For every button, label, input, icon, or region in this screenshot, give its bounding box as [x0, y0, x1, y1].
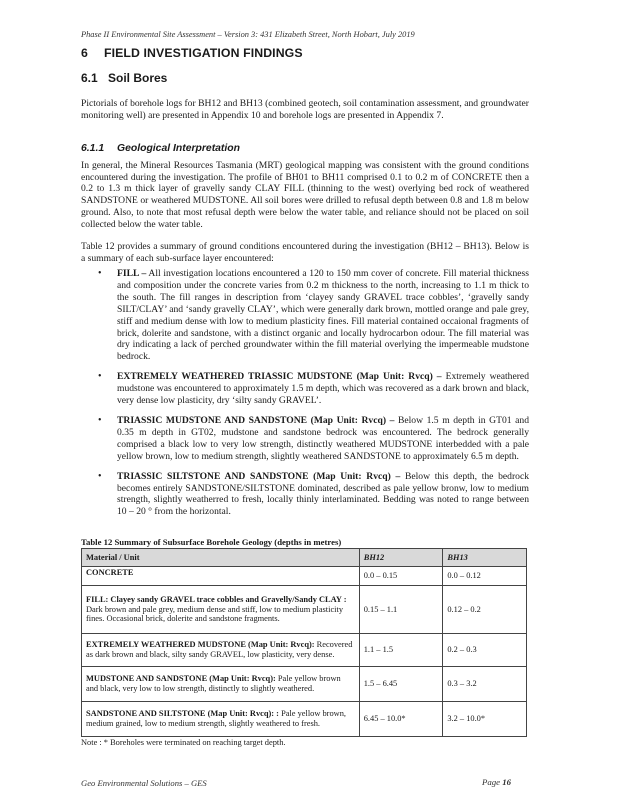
subsection-title: Soil Bores	[108, 71, 168, 85]
borehole-geology-table	[81, 548, 527, 737]
bh12-cell: 6.45 – 10.0*	[359, 702, 443, 737]
material-term: EXTREMELY WEATHERED MUDSTONE (Map Unit: Rvcq):	[86, 640, 315, 650]
table-note: Note : * Boreholes were terminated on reaching target depth.	[81, 738, 286, 747]
bh12-cell: 0.15 – 1.1	[359, 586, 443, 634]
material-cell	[82, 567, 360, 586]
subsubsection-title: Geological Interpretation	[117, 143, 240, 154]
subsubsection-number: 6.1.1	[81, 143, 105, 154]
bh12-cell: 0.0 – 0.15	[359, 567, 443, 586]
material-desc: Pale yellow brown and black, very low to low strength, distinctly to slightly weathered.	[86, 674, 341, 693]
material-cell	[82, 702, 360, 737]
table-row	[82, 586, 527, 634]
bullet-text: Below this depth, the bedrock becomes entirely SANDSTONE/SILTSTONE dominated, described as pale yellow bronw, low to medium strength, slightly weatherred to fresh, locally thinly interlaminated. Bedding was noted to range between 10 – 20 ° from the horizontal.	[117, 470, 530, 518]
table-row	[82, 667, 527, 702]
bh12-cell: 1.1 – 1.5	[359, 634, 443, 667]
material-term: FILL: Clayey sandy GRAVEL trace cobbles and Gravelly/Sandy CLAY :	[86, 594, 347, 604]
bullet-icon: •	[98, 268, 102, 279]
header-bh12: BH12	[359, 549, 443, 567]
list-item	[98, 415, 529, 463]
material-desc: Pale yellow brown, medium grained, low to medium strength, slightly weathered to fresh.	[86, 709, 346, 728]
layer-bullet-list	[98, 268, 529, 518]
paragraph-appendix: Pictorials of borehole logs for BH12 and BH13 (combined geotech, soil contamination assessment, and groundwater monitoring well) are presented in Appendix 10 and borehole logs are presented in Appendix 7.	[81, 98, 529, 121]
list-item	[98, 471, 529, 519]
section-title: FIELD INVESTIGATION FINDINGS	[104, 46, 303, 60]
page-number	[482, 777, 511, 787]
bullet-text: Extremely weathered mudstone was encountered to approximately 1.5 m depth, which was recovered as a dark brown and black, very dense low plasticity, dry ‘silty sandy GRAVEL’.	[117, 371, 529, 407]
list-item	[98, 371, 529, 407]
subsection-heading	[81, 71, 167, 85]
page-number-value: 16	[502, 777, 512, 787]
material-cell	[82, 586, 360, 634]
list-item	[98, 268, 529, 363]
table-caption: Table 12 Summary of Subsurface Borehole Geology (depths in metres)	[81, 537, 342, 547]
material-term: MUDSTONE AND SANDSTONE (Map Unit: Rvcq):	[86, 674, 276, 684]
bh13-cell: 0.0 – 0.12	[443, 567, 527, 586]
bh13-cell: 0.2 – 0.3	[443, 634, 527, 667]
bullet-icon: •	[98, 371, 102, 383]
section-heading	[81, 46, 303, 60]
bullet-text: Below 1.5 m depth in GT01 and 0.35 m depth in GT02, mudstone and sandstone bedrock was encountered. The bedrock generally comprised a black low to very low strength, distinctly weathered MUDSTONE interbedded with a pale yellow brown, low to medium strength, slightly weathered SANDSTONE to approximately 6.5 m depth.	[117, 414, 529, 462]
bh13-cell: 3.2 – 10.0*	[443, 702, 527, 737]
subsubsection-heading	[81, 143, 240, 154]
bullet-term: TRIASSIC MUDSTONE AND SANDSTONE (Map Unit: Rvcq) –	[117, 414, 395, 426]
bullet-term: TRIASSIC SILTSTONE AND SANDSTONE (Map Unit: Rvcq) –	[117, 470, 401, 482]
subsection-number: 6.1	[81, 71, 98, 85]
table-row	[82, 634, 527, 667]
bullet-term: EXTREMELY WEATHERED TRIASSIC MUDSTONE (Map Unit: Rvcq) –	[117, 371, 442, 383]
footer-company: Geo Environmental Solutions – GES	[81, 778, 207, 788]
material-desc: Dark brown and pale grey, medium dense and stiff, low to medium plasticity fines. Occasional brick, dolerite and sandstone fragments.	[86, 604, 344, 624]
header-material: Material / Unit	[82, 549, 360, 567]
bh13-cell: 0.3 – 3.2	[443, 667, 527, 702]
material-cell	[82, 634, 360, 667]
page-label: Page	[482, 777, 501, 787]
paragraph-geology: In general, the Mineral Resources Tasmania (MRT) geological mapping was consistent with the ground conditions encountered during the investigation. The profile of BH01 to BH11 comprised 0.1 to 0.2 m of CONCRETE then a 0.2 to 1.3 m thick layer of gravelly sandy CLAY FILL (thinning to the west) overlying bed rock of weathered SANDSTONE or weathered MUDSTONE. All soil bores were drilled to refusal depth between 0.8 and 1.8 m below ground. Also, to note that most refusal depth were below the water table, and reliance should not be placed on soil collected below the water table.	[81, 160, 529, 230]
bullet-term: FILL –	[117, 268, 147, 279]
bullet-text: All investigation locations encountered a 120 to 150 mm cover of concrete. Fill material thickness and composition under the concrete varies from 0.2 m thickness to the north, increasing to 1.1 m thick to the south. The fill ranges in description from ‘clayey sandy GRAVEL trace cobbles’, ‘gravelly sandy SILT/CLAY’ and ‘sandy gravelly CLAY’, which were generally dark brown, mottled orange and pale grey, stiff and medium dense with low to medium plasticity fines. Fill material contained occaional fragments of brick, dolerite and sandstone, with a distinct organic and locally hydrocarbon odour. The fill material was dry indicating a lack of perched groundwater within the fill material overlying the impermeable mudstone bedrock.	[117, 268, 529, 363]
table-row	[82, 567, 527, 586]
table-row	[82, 702, 527, 737]
bh13-cell: 0.12 – 0.2	[443, 586, 527, 634]
material-term: CONCRETE	[86, 568, 134, 577]
material-term: SANDSTONE AND SILTSTONE (Map Unit: Rvcq): :	[86, 709, 279, 719]
section-number: 6	[81, 46, 88, 60]
running-header: Phase II Environmental Site Assessment – Version 3: 431 Elizabeth Street, North Hobart, July 2019	[81, 30, 415, 39]
bullet-icon: •	[98, 470, 102, 482]
bh12-cell: 1.5 – 6.45	[359, 667, 443, 702]
table-header-row	[82, 549, 527, 567]
bullet-icon: •	[98, 414, 102, 426]
material-cell	[82, 667, 360, 702]
paragraph-summary-intro: Table 12 provides a summary of ground conditions encountered during the investigation (BH12 – BH13). Below is a summary of each sub-surface layer encountered:	[81, 241, 529, 264]
material-desc: Recovered as dark brown and black, silty sandy GRAVEL, low plasticity, very dense.	[86, 640, 353, 659]
header-bh13: BH13	[443, 549, 527, 567]
